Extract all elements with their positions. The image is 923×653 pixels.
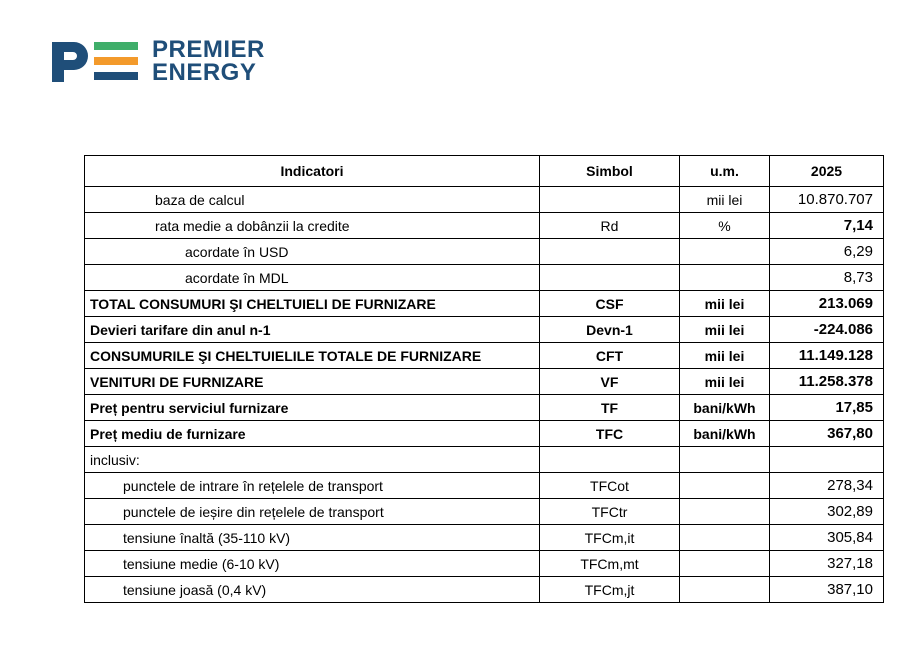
row-symbol: TFCm,mt bbox=[540, 551, 680, 577]
row-unit bbox=[680, 265, 770, 291]
row-symbol bbox=[540, 447, 680, 473]
row-unit: mii lei bbox=[680, 343, 770, 369]
row-symbol: VF bbox=[540, 369, 680, 395]
row-unit: % bbox=[680, 213, 770, 239]
row-unit bbox=[680, 577, 770, 603]
row-value: 367,80 bbox=[770, 421, 884, 447]
table-row bbox=[85, 213, 884, 239]
row-symbol: TFCtr bbox=[540, 499, 680, 525]
table-row bbox=[85, 525, 884, 551]
row-value bbox=[770, 447, 884, 473]
table-header-row bbox=[85, 156, 884, 187]
row-value: 302,89 bbox=[770, 499, 884, 525]
row-symbol bbox=[540, 187, 680, 213]
row-label: CONSUMURILE ŞI CHELTUIELILE TOTALE DE FURNIZARE bbox=[85, 343, 540, 369]
row-unit: bani/kWh bbox=[680, 395, 770, 421]
row-symbol: CSF bbox=[540, 291, 680, 317]
row-symbol bbox=[540, 239, 680, 265]
row-value: 17,85 bbox=[770, 395, 884, 421]
row-value: 11.258.378 bbox=[770, 369, 884, 395]
table-row bbox=[85, 291, 884, 317]
row-label: punctele de intrare în rețelele de transport bbox=[85, 473, 540, 499]
row-label: rata medie a dobânzii la credite bbox=[85, 213, 540, 239]
row-value: 305,84 bbox=[770, 525, 884, 551]
row-unit: mii lei bbox=[680, 291, 770, 317]
row-symbol: TF bbox=[540, 395, 680, 421]
table-row bbox=[85, 499, 884, 525]
row-label: inclusiv: bbox=[85, 447, 540, 473]
row-unit bbox=[680, 525, 770, 551]
row-value: 213.069 bbox=[770, 291, 884, 317]
tariff-indicators-table bbox=[84, 155, 884, 603]
premier-energy-logo-icon bbox=[48, 38, 140, 84]
row-label: Preț mediu de furnizare bbox=[85, 421, 540, 447]
header-year: 2025 bbox=[770, 156, 884, 187]
row-symbol bbox=[540, 265, 680, 291]
row-symbol: CFT bbox=[540, 343, 680, 369]
company-logo bbox=[48, 38, 265, 84]
row-symbol: TFC bbox=[540, 421, 680, 447]
table-row bbox=[85, 187, 884, 213]
row-label: Devieri tarifare din anul n-1 bbox=[85, 317, 540, 343]
row-label: VENITURI DE FURNIZARE bbox=[85, 369, 540, 395]
row-label: Preț pentru serviciul furnizare bbox=[85, 395, 540, 421]
row-value: 387,10 bbox=[770, 577, 884, 603]
table-row bbox=[85, 265, 884, 291]
row-label: acordate în USD bbox=[85, 239, 540, 265]
row-value: 278,34 bbox=[770, 473, 884, 499]
header-unit: u.m. bbox=[680, 156, 770, 187]
row-unit bbox=[680, 447, 770, 473]
row-label: baza de calcul bbox=[85, 187, 540, 213]
header-indicator: Indicatori bbox=[85, 156, 540, 187]
row-unit: mii lei bbox=[680, 317, 770, 343]
row-label: punctele de ieșire din rețelele de transport bbox=[85, 499, 540, 525]
logo-line-1: PREMIER bbox=[152, 36, 265, 63]
row-symbol: TFCm,it bbox=[540, 525, 680, 551]
row-symbol: TFCot bbox=[540, 473, 680, 499]
row-value: 8,73 bbox=[770, 265, 884, 291]
row-symbol: TFCm,jt bbox=[540, 577, 680, 603]
row-value: 6,29 bbox=[770, 239, 884, 265]
table-row bbox=[85, 343, 884, 369]
table-row bbox=[85, 577, 884, 603]
row-label: tensiune medie (6-10 kV) bbox=[85, 551, 540, 577]
table-row bbox=[85, 447, 884, 473]
row-label: TOTAL CONSUMURI ŞI CHELTUIELI DE FURNIZARE bbox=[85, 291, 540, 317]
row-unit bbox=[680, 499, 770, 525]
row-label: acordate în MDL bbox=[85, 265, 540, 291]
row-label: tensiune înaltă (35-110 kV) bbox=[85, 525, 540, 551]
table-row bbox=[85, 317, 884, 343]
logo-wordmark bbox=[152, 38, 265, 84]
row-unit bbox=[680, 551, 770, 577]
row-value: 7,14 bbox=[770, 213, 884, 239]
table-row bbox=[85, 551, 884, 577]
table-row bbox=[85, 421, 884, 447]
row-unit: mii lei bbox=[680, 369, 770, 395]
table-row bbox=[85, 369, 884, 395]
row-symbol: Devn-1 bbox=[540, 317, 680, 343]
row-unit: mii lei bbox=[680, 187, 770, 213]
row-unit bbox=[680, 239, 770, 265]
row-value: 10.870.707 bbox=[770, 187, 884, 213]
table-row bbox=[85, 239, 884, 265]
row-unit bbox=[680, 473, 770, 499]
row-label: tensiune joasă (0,4 kV) bbox=[85, 577, 540, 603]
header-symbol: Simbol bbox=[540, 156, 680, 187]
table-row bbox=[85, 395, 884, 421]
table-row bbox=[85, 473, 884, 499]
row-value: 327,18 bbox=[770, 551, 884, 577]
row-value: -224.086 bbox=[770, 317, 884, 343]
row-value: 11.149.128 bbox=[770, 343, 884, 369]
row-unit: bani/kWh bbox=[680, 421, 770, 447]
row-symbol: Rd bbox=[540, 213, 680, 239]
logo-line-2: ENERGY bbox=[152, 59, 257, 86]
